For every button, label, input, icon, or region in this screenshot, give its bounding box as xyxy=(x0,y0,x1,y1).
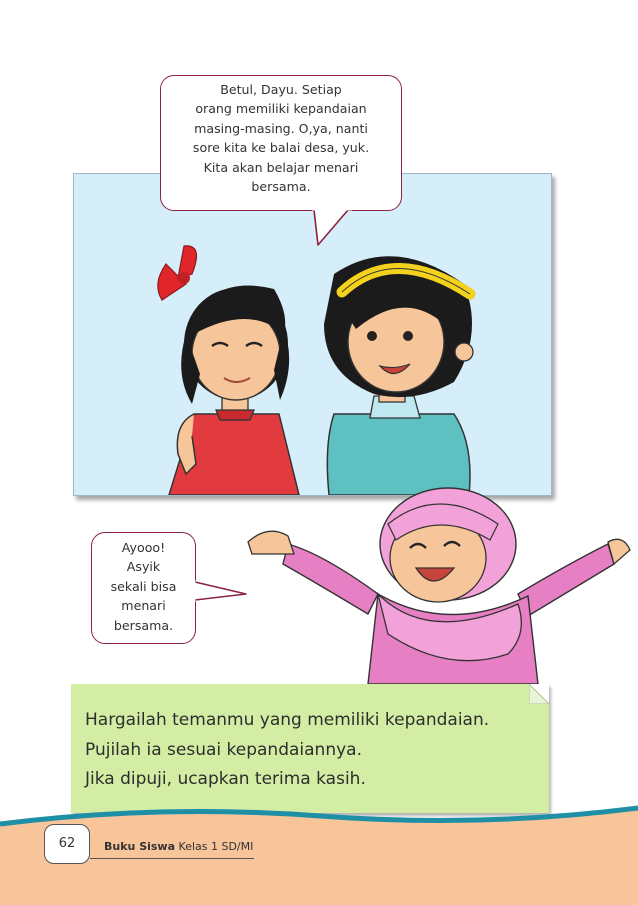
speech-left-line: sekali bisa xyxy=(110,578,177,594)
moral-note xyxy=(71,684,549,813)
speech-bubble-left-tail xyxy=(194,578,254,608)
book-title xyxy=(104,840,253,853)
girl-red-dress xyxy=(158,246,299,495)
note-line: Pujilah ia sesuai kepandaiannya. xyxy=(85,739,362,760)
girl-teal-shirt xyxy=(324,256,473,495)
note-line: Jika dipuji, ucapkan terima kasih. xyxy=(85,769,366,789)
page-number: 62 xyxy=(44,824,90,864)
speech-top-line: masing-masing. O,ya, nanti xyxy=(194,120,368,136)
book-subtitle: Kelas 1 SD/MI xyxy=(178,840,254,853)
speech-left-line: Asyik xyxy=(126,559,161,575)
speech-top-line: orang memiliki kepandaian xyxy=(195,101,367,117)
speech-bubble-top-tail xyxy=(308,209,368,249)
speech-left-line: menari xyxy=(121,598,166,614)
speech-top-line: Kita akan belajar menari xyxy=(203,159,359,175)
speech-bubble-top xyxy=(160,75,402,211)
girl-pink-hijab-illustration xyxy=(228,484,638,684)
speech-top-line: bersama. xyxy=(251,179,311,195)
speech-left-line: Ayooo! xyxy=(121,540,166,555)
speech-left-line: bersama. xyxy=(113,617,174,633)
speech-bubble-left xyxy=(91,532,196,644)
footer-wave xyxy=(0,800,638,905)
note-line: Hargailah temanmu yang memiliki kepandaian. xyxy=(85,710,490,730)
speech-top-line: Betul, Dayu. Setiap xyxy=(220,82,342,97)
note-text xyxy=(85,706,489,795)
book-title-bold: Buku Siswa xyxy=(104,840,176,853)
footer-divider xyxy=(90,858,254,859)
speech-top-line: sore kita ke balai desa, yuk. xyxy=(192,140,370,156)
page-fold-corner xyxy=(529,684,549,704)
